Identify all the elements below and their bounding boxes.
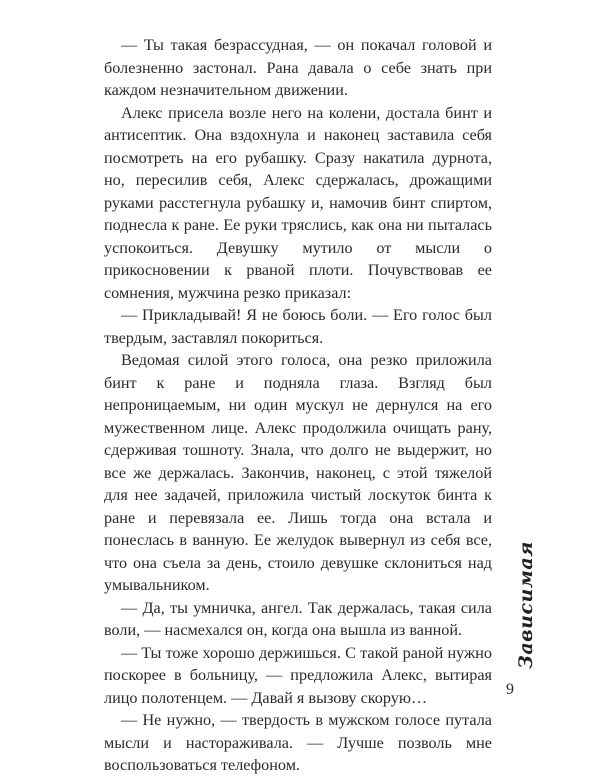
book-title-running-head: Зависимая — [515, 541, 537, 669]
paragraph-5: — Да, ты умничка, ангел. Так держалась, такая сила воли, — насмехался он, когда она вышла из ванной. — [104, 598, 492, 639]
paragraph-2: Алекс присела возле него на колени, достала бинт и антисептик. Она вздохнула и наконец заставила себя посмотреть на его рубашку. Сразу накатила дурнота, но, пересилив себя, Алекс сдержалась, дрожащими руками расстегнула рубашку и, намочив бинт спиртом, поднесла к ране. Ее руки тряслись, как она ни пыталась успокоиться. Девушку мутило от мысли о прикосновении к рваной плоти. Почувствовав ее сомнения, мужчина резко приказал: — [104, 103, 492, 302]
paragraph-3: — Прикладывай! Я не боюсь боли. — Его голос был твердым, заставлял покориться. — [104, 306, 492, 347]
paragraph-4: Ведомая силой этого голоса, она резко приложила бинт к ране и подняла глаза. Взгляд был непроницаемым, ни один мускул не дернулся на его мужественном лице. Алекс продолжила очищать рану, сдерживая тошноту. Знала, что долго не выдержит, но все же держалась. Закончив, наконец, с этой тяжелой для нее задачей, приложила чистый лоскуток бинта к ране и перевязала ее. Лишь тогда она встала и понеслась в ванную. Ее желудок вывернул из себя все, что она съела за день, стоило девушке склониться над умывальником. — [104, 351, 492, 594]
paragraph-7: — Не нужно, — твердость в мужском голосе путала мысли и настораживала. — Лучше позволь мне воспользоваться телефоном. — [104, 711, 492, 774]
paragraph-1: — Ты такая безрассудная, — он покачал головой и болезненно застонал. Рана давала о себе знать при каждом незначительном движении. — [104, 36, 492, 99]
paragraph-6: — Ты тоже хорошо держишься. С такой раной нужно поскорее в больницу, — предложила Алекс, вытирая лицо полотенцем. — Давай я вызову скорую… — [104, 643, 492, 707]
page-number: 9 — [506, 681, 514, 698]
body-text — [104, 34, 492, 777]
